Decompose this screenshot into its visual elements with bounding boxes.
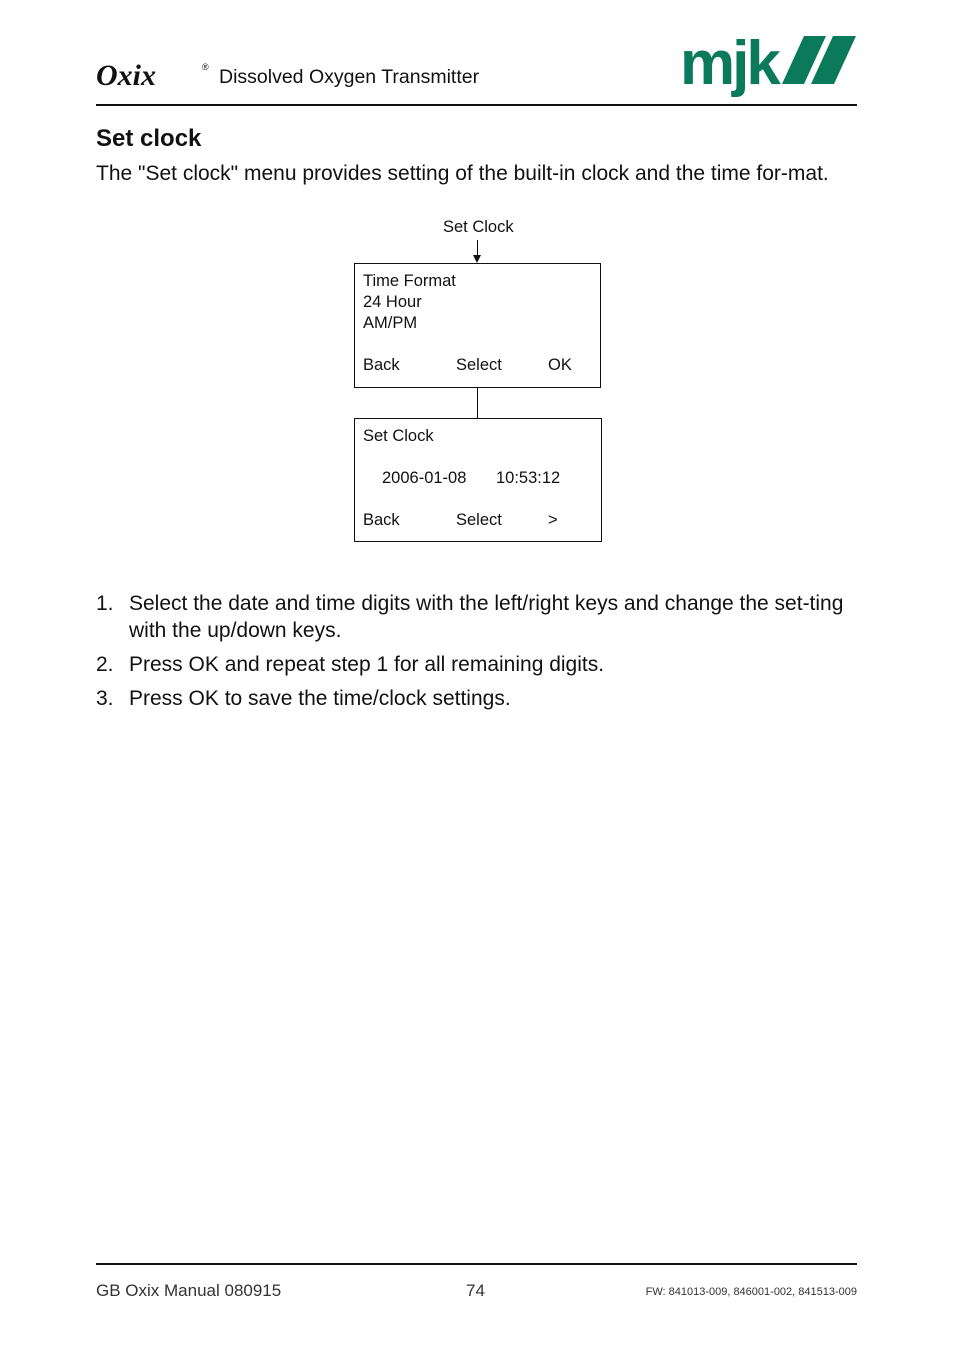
softkey-select: Select	[456, 356, 502, 374]
oxix-logo-text: Oxix	[96, 60, 156, 90]
step-number: 3.	[96, 687, 114, 710]
step-text: Press OK and repeat step 1 for all remaining digits.	[129, 653, 605, 676]
time-format-screen	[354, 263, 601, 388]
footer-manual-id: GB Oxix Manual 080915	[96, 1281, 282, 1300]
screen-title: Set Clock	[363, 427, 434, 445]
arrow-down-icon	[473, 255, 481, 263]
registered-mark: ®	[202, 62, 209, 72]
diagram-top-label: Set Clock	[443, 218, 514, 236]
connector-line	[477, 388, 478, 418]
intro-paragraph: The "Set clock" menu provides setting of the built-in clock and the time for-mat.	[96, 162, 829, 185]
screen-title: Time Format	[363, 272, 456, 290]
softkey-back: Back	[363, 356, 400, 374]
option-am-pm: AM/PM	[363, 314, 418, 332]
oxix-logo	[96, 60, 212, 90]
section-title: Set clock	[96, 125, 202, 152]
page-number: 74	[466, 1281, 485, 1300]
clock-date: 2006-01-08	[382, 469, 467, 487]
step-number: 2.	[96, 653, 114, 676]
arrow-line	[477, 240, 478, 256]
softkey-select: Select	[456, 511, 502, 529]
header-divider	[96, 104, 857, 106]
clock-time: 10:53:12	[496, 469, 561, 487]
step-number: 1.	[96, 592, 114, 615]
footer-firmware: FW: 841013-009, 846001-002, 841513-009	[645, 1286, 857, 1298]
softkey-ok: OK	[548, 356, 572, 374]
softkey-next: >	[548, 511, 558, 529]
softkey-back: Back	[363, 511, 400, 529]
option-24-hour: 24 Hour	[363, 293, 422, 311]
header-title: Dissolved Oxygen Transmitter	[219, 66, 480, 88]
mjk-logo	[680, 30, 858, 102]
step-text: Select the date and time digits with the left/right keys and change the set-ting with the up/down keys.	[129, 592, 844, 642]
footer-divider	[96, 1263, 857, 1265]
step-text: Press OK to save the time/clock settings.	[129, 687, 511, 710]
mjk-logo-text: mjk	[680, 30, 778, 98]
set-clock-screen	[354, 418, 602, 542]
